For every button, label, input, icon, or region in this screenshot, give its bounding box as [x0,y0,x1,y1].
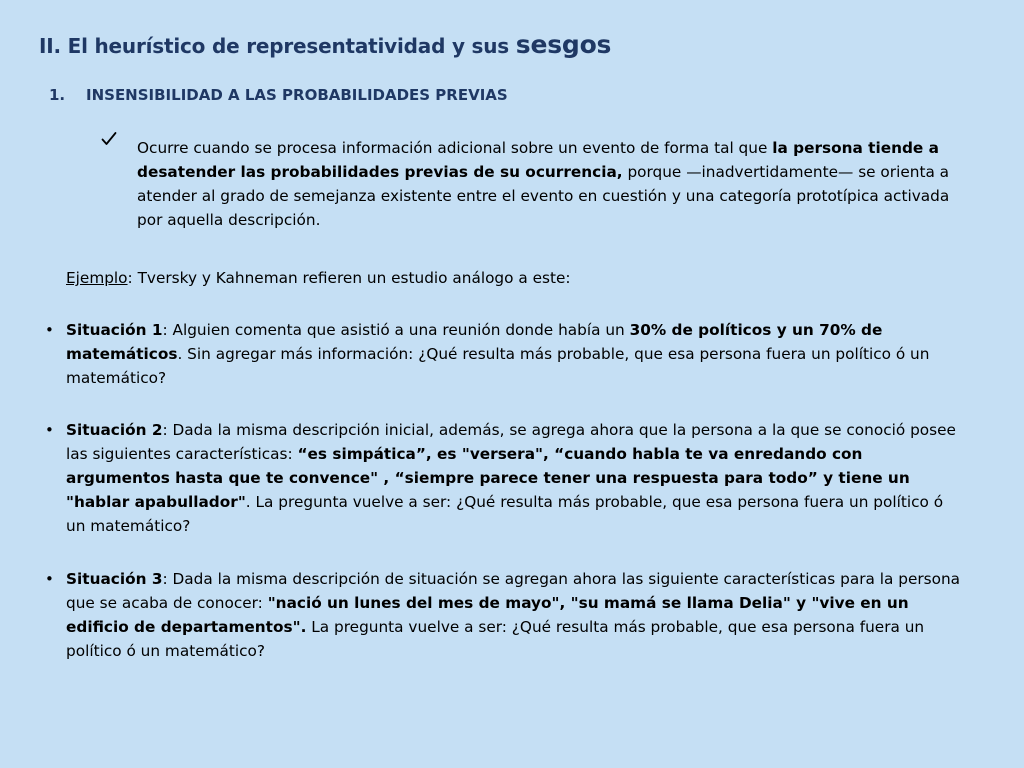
title-emphasis: sesgos [515,30,612,59]
situation-2-paragraph [66,418,966,538]
situation-2-text-1: : Dada la misma descripción inicial, además, se agrega ahora que la persona a la que se conoció posee las siguientes características: [66,421,956,463]
situation-2-bold: “es simpática”, es "versera", “cuando habla te va enredando con argumentos hasta que te convence" , “siempre parece tener una respuesta para todo” y tiene un "hablar apabullador" [66,445,910,511]
bullet-icon: • [45,321,54,339]
situation-2-text-2: . La pregunta vuelve a ser: ¿Qué resulta más probable, que esa persona fuera un político ó un matemático? [66,493,944,535]
bullet-icon: • [45,570,54,588]
situation-2-label: Situación 2 [66,421,163,439]
situation-1-paragraph [66,318,966,390]
situation-3-bold: "nació un lunes del mes de mayo", "su mamá se llama Delia" y "vive en un edificio de departamentos". [66,594,909,636]
situation-1-label: Situación 1 [66,321,163,339]
situation-3-text-2: La pregunta vuelve a ser: ¿Qué resulta más probable, que esa persona fuera un político ó un matemático? [66,618,925,660]
situation-1-bold: 30% de políticos y un 70% de matemáticos [66,321,883,363]
title-main: II. El heurístico de representatividad y sus [39,34,516,58]
section-number: 1. [49,86,66,104]
definition-text-2: porque —inadvertidamente— se orienta a atender al grado de semejanza existente entre el evento en cuestión y una categoría prototípica activada por aquella descripción. [137,163,950,229]
section-heading [49,86,508,104]
situation-3-text-1: : Dada la misma descripción de situación se agregan ahora las siguiente características para la persona que se acaba de conocer: [66,570,961,612]
section-heading-text: INSENSIBILIDAD A LAS PROBABILIDADES PREVIAS [86,86,508,104]
example-label: Ejemplo [66,269,128,287]
checkmark-icon [101,131,117,151]
situation-3-label: Situación 3 [66,570,163,588]
bullet-icon: • [45,421,54,439]
example-text: : Tversky y Kahneman refieren un estudio análogo a este: [127,269,571,287]
slide-title [39,30,611,59]
situation-3-paragraph [66,567,966,663]
definition-text-1: Ocurre cuando se procesa información adicional sobre un evento de forma tal que [137,139,773,157]
situation-1-text-2: . Sin agregar más información: ¿Qué resulta más probable, que esa persona fuera un político ó un matemático? [66,345,930,387]
definition-bold: la persona tiende a desatender las probabilidades previas de su ocurrencia, [137,139,939,181]
definition-paragraph [137,136,967,232]
situation-1-text-1: : Alguien comenta que asistió a una reunión donde había un [162,321,630,339]
example-line [66,266,966,290]
